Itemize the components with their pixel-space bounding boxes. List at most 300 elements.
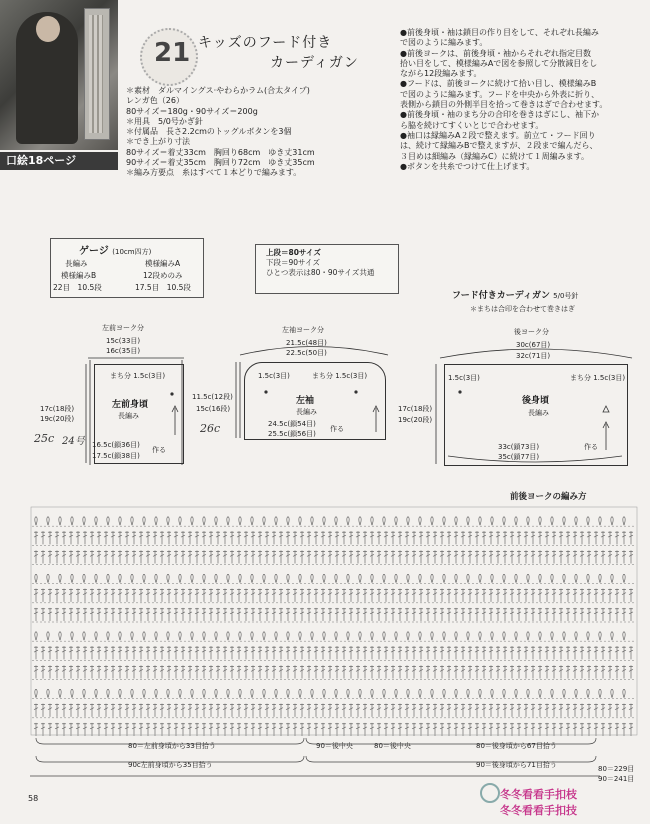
double-crochet-symbol	[412, 531, 416, 544]
double-crochet-symbol	[153, 589, 157, 602]
materials-line: ＊素材 ダルマイングス·やわらかラム(合太タイプ)	[126, 86, 310, 95]
double-crochet-symbol	[377, 646, 381, 659]
pattern-number: 21	[154, 38, 191, 68]
back-arrow	[603, 422, 609, 450]
double-crochet-symbol	[629, 531, 633, 544]
double-crochet-symbol	[587, 531, 591, 544]
petal-stitch-symbol	[383, 574, 385, 582]
double-crochet-symbol	[174, 704, 178, 717]
double-crochet-symbol	[391, 531, 395, 544]
double-crochet-symbol	[230, 589, 234, 602]
double-crochet-symbol	[328, 704, 332, 717]
double-crochet-symbol	[531, 550, 535, 563]
double-crochet-symbol	[69, 550, 73, 563]
double-crochet-symbol	[132, 608, 136, 621]
petal-stitch-symbol	[455, 689, 457, 697]
petal-stitch-symbol	[131, 632, 133, 640]
gauge-box	[50, 238, 204, 298]
double-crochet-symbol	[62, 704, 66, 717]
double-crochet-symbol	[342, 665, 346, 678]
petal-stitch-symbol	[47, 632, 49, 640]
yoke-stitch-symbols	[30, 506, 638, 736]
petal-stitch-symbol	[263, 689, 265, 697]
petal-stitch-symbol	[479, 689, 481, 697]
double-crochet-symbol	[517, 589, 521, 602]
double-crochet-symbol	[237, 665, 241, 678]
double-crochet-symbol	[202, 589, 206, 602]
double-crochet-symbol	[328, 531, 332, 544]
double-crochet-symbol	[300, 550, 304, 563]
double-crochet-symbol	[237, 531, 241, 544]
petal-stitch-symbol	[287, 574, 289, 582]
petal-stitch-symbol	[599, 689, 601, 697]
double-crochet-symbol	[552, 608, 556, 621]
double-crochet-symbol	[202, 608, 206, 621]
double-crochet-symbol	[244, 608, 248, 621]
double-crochet-symbol	[559, 608, 563, 621]
double-crochet-symbol	[279, 589, 283, 602]
petal-stitch-symbol	[143, 689, 145, 697]
petal-stitch-symbol	[47, 689, 49, 697]
petal-stitch-symbol	[503, 689, 505, 697]
petal-stitch-symbol	[71, 632, 73, 640]
materials-list	[126, 86, 371, 179]
double-crochet-symbol	[363, 665, 367, 678]
double-crochet-symbol	[538, 665, 542, 678]
double-crochet-symbol	[314, 589, 318, 602]
gauge-row2-left: 22目 10.5段	[53, 283, 102, 292]
double-crochet-symbol	[601, 704, 605, 717]
double-crochet-symbol	[160, 704, 164, 717]
left-front-stitch: 長編み	[118, 412, 139, 420]
double-crochet-symbol	[489, 550, 493, 563]
double-crochet-symbol	[265, 531, 269, 544]
double-crochet-symbol	[118, 550, 122, 563]
double-crochet-symbol	[426, 589, 430, 602]
double-crochet-symbol	[482, 608, 486, 621]
double-crochet-symbol	[573, 589, 577, 602]
petal-stitch-symbol	[527, 632, 529, 640]
left-sleeve-width-90: 25.5c(鎖56目)	[268, 430, 316, 438]
left-sleeve-top-90: 22.5c(50目)	[286, 349, 327, 357]
petal-stitch-symbol	[287, 689, 289, 697]
materials-line: 80サイズ＝着丈33cm 胸回り68cm ゆき丈31cm	[126, 147, 315, 157]
double-crochet-symbol	[265, 704, 269, 717]
double-crochet-symbol	[496, 531, 500, 544]
double-crochet-symbol	[398, 589, 402, 602]
double-crochet-symbol	[90, 646, 94, 659]
pattern-title-line1: キッズのフード付き	[198, 35, 333, 51]
double-crochet-symbol	[524, 665, 528, 678]
double-crochet-symbol	[594, 550, 598, 563]
petal-stitch-symbol	[95, 632, 97, 640]
double-crochet-symbol	[573, 531, 577, 544]
double-crochet-symbol	[118, 531, 122, 544]
double-crochet-symbol	[188, 646, 192, 659]
double-crochet-symbol	[370, 550, 374, 563]
left-front-height-90: 19c(20段)	[40, 415, 75, 423]
double-crochet-symbol	[209, 608, 213, 621]
petal-stitch-symbol	[383, 632, 385, 640]
double-crochet-symbol	[97, 646, 101, 659]
petal-stitch-symbol	[59, 632, 61, 640]
double-crochet-symbol	[307, 704, 311, 717]
double-crochet-symbol	[545, 608, 549, 621]
petal-stitch-symbol	[107, 689, 109, 697]
petal-stitch-symbol	[347, 689, 349, 697]
left-front-guide	[88, 358, 184, 465]
petal-stitch-symbol	[419, 632, 421, 640]
petal-stitch-symbol	[239, 689, 241, 697]
petal-stitch-symbol	[551, 574, 553, 582]
double-crochet-symbol	[370, 608, 374, 621]
yoke-crochet-chart	[30, 506, 638, 736]
double-crochet-symbol	[538, 646, 542, 659]
double-crochet-symbol	[202, 531, 206, 544]
petal-stitch-symbol	[491, 574, 493, 582]
left-front-height-80: 17c(18段)	[40, 405, 75, 413]
double-crochet-symbol	[349, 550, 353, 563]
double-crochet-symbol	[531, 589, 535, 602]
child-face	[36, 16, 60, 42]
double-crochet-symbol	[146, 589, 150, 602]
double-crochet-symbol	[405, 665, 409, 678]
double-crochet-symbol	[41, 531, 45, 544]
double-crochet-symbol	[475, 589, 479, 602]
double-crochet-symbol	[573, 665, 577, 678]
instruction-line: ら脇を続けてすくいとじで合わせます。	[400, 120, 544, 130]
double-crochet-symbol	[90, 665, 94, 678]
double-crochet-symbol	[111, 704, 115, 717]
petal-stitch-symbol	[527, 689, 529, 697]
petal-stitch-symbol	[131, 574, 133, 582]
door-background	[84, 8, 110, 140]
handwritten-note: 26c	[200, 422, 221, 435]
double-crochet-symbol	[447, 589, 451, 602]
materials-line: 90サイズ＝着丈35cm 胸回り72cm ゆき丈35cm	[126, 158, 315, 168]
double-crochet-symbol	[153, 608, 157, 621]
diagram-note: ＊まちは合印を合わせて巻きはぎ	[470, 305, 575, 313]
double-crochet-symbol	[118, 704, 122, 717]
double-crochet-symbol	[580, 665, 584, 678]
petal-stitch-symbol	[107, 632, 109, 640]
double-crochet-symbol	[97, 608, 101, 621]
double-crochet-symbol	[545, 665, 549, 678]
double-crochet-symbol	[356, 550, 360, 563]
petal-stitch-symbol	[611, 574, 613, 582]
double-crochet-symbol	[216, 531, 220, 544]
petal-stitch-symbol	[563, 689, 565, 697]
double-crochet-symbol	[83, 704, 87, 717]
petal-stitch-symbol	[563, 574, 565, 582]
double-crochet-symbol	[321, 608, 325, 621]
left-sleeve-yoke-label: 左袖ヨーク分	[282, 326, 324, 334]
double-crochet-symbol	[195, 646, 199, 659]
double-crochet-symbol	[503, 704, 507, 717]
double-crochet-symbol	[349, 646, 353, 659]
petal-stitch-symbol	[515, 632, 517, 640]
double-crochet-symbol	[517, 665, 521, 678]
petal-stitch-symbol	[263, 632, 265, 640]
double-crochet-symbol	[125, 550, 129, 563]
double-crochet-symbol	[412, 589, 416, 602]
size-legend-line: 上段＝80サイズ	[266, 248, 321, 257]
double-crochet-symbol	[188, 531, 192, 544]
double-crochet-symbol	[433, 704, 437, 717]
double-crochet-symbol	[90, 704, 94, 717]
petal-stitch-symbol	[371, 517, 373, 525]
petal-stitch-symbol	[263, 517, 265, 525]
size-legend-box	[255, 244, 399, 294]
petal-stitch-symbol	[71, 689, 73, 697]
petal-stitch-symbol	[623, 632, 625, 640]
double-crochet-symbol	[244, 665, 248, 678]
double-crochet-symbol	[587, 608, 591, 621]
petal-stitch-symbol	[155, 632, 157, 640]
petal-stitch-symbol	[419, 517, 421, 525]
double-crochet-symbol	[34, 646, 38, 659]
petal-stitch-symbol	[419, 689, 421, 697]
double-crochet-symbol	[188, 589, 192, 602]
double-crochet-symbol	[307, 646, 311, 659]
double-crochet-symbol	[48, 646, 52, 659]
double-crochet-symbol	[594, 589, 598, 602]
double-crochet-symbol	[111, 531, 115, 544]
double-crochet-symbol	[454, 550, 458, 563]
double-crochet-symbol	[475, 531, 479, 544]
gauge-row2-right: 17.5目 10.5段	[135, 283, 191, 292]
double-crochet-symbol	[111, 646, 115, 659]
double-crochet-symbol	[363, 608, 367, 621]
double-crochet-symbol	[426, 531, 430, 544]
double-crochet-symbol	[419, 646, 423, 659]
petal-stitch-symbol	[95, 517, 97, 525]
double-crochet-symbol	[286, 589, 290, 602]
double-crochet-symbol	[482, 704, 486, 717]
petal-stitch-symbol	[203, 517, 205, 525]
left-front-width-90: 17.5c(鎖38目)	[92, 452, 140, 460]
petal-stitch-symbol	[359, 632, 361, 640]
double-crochet-symbol	[69, 608, 73, 621]
double-crochet-symbol	[83, 550, 87, 563]
double-crochet-symbol	[104, 589, 108, 602]
petal-stitch-symbol	[467, 574, 469, 582]
double-crochet-symbol	[545, 531, 549, 544]
petal-stitch-symbol	[179, 517, 181, 525]
double-crochet-symbol	[608, 531, 612, 544]
petal-stitch-symbol	[407, 689, 409, 697]
double-crochet-symbol	[321, 531, 325, 544]
double-crochet-symbol	[531, 531, 535, 544]
petal-stitch-symbol	[311, 689, 313, 697]
double-crochet-symbol	[195, 589, 199, 602]
double-crochet-symbol	[83, 589, 87, 602]
petal-stitch-symbol	[539, 689, 541, 697]
double-crochet-symbol	[265, 665, 269, 678]
double-crochet-symbol	[55, 704, 59, 717]
double-crochet-symbol	[181, 550, 185, 563]
double-crochet-symbol	[482, 531, 486, 544]
double-crochet-symbol	[594, 531, 598, 544]
double-crochet-symbol	[188, 665, 192, 678]
double-crochet-symbol	[433, 531, 437, 544]
double-crochet-symbol	[76, 589, 80, 602]
petal-stitch-symbol	[203, 574, 205, 582]
double-crochet-symbol	[573, 646, 577, 659]
double-crochet-symbol	[104, 608, 108, 621]
double-crochet-symbol	[398, 665, 402, 678]
double-crochet-symbol	[55, 550, 59, 563]
double-crochet-symbol	[384, 608, 388, 621]
double-crochet-symbol	[181, 589, 185, 602]
double-crochet-symbol	[342, 550, 346, 563]
petal-stitch-symbol	[227, 574, 229, 582]
left-sleeve-stitch: 長編み	[296, 408, 317, 416]
double-crochet-symbol	[195, 704, 199, 717]
double-crochet-symbol	[482, 665, 486, 678]
double-crochet-symbol	[321, 550, 325, 563]
double-crochet-symbol	[188, 550, 192, 563]
double-crochet-symbol	[615, 646, 619, 659]
double-crochet-symbol	[489, 665, 493, 678]
double-crochet-symbol	[335, 531, 339, 544]
petal-stitch-symbol	[83, 517, 85, 525]
double-crochet-symbol	[97, 550, 101, 563]
petal-stitch-symbol	[167, 517, 169, 525]
back-height-90: 19c(20段)	[398, 416, 433, 424]
double-crochet-symbol	[195, 665, 199, 678]
double-crochet-symbol	[580, 704, 584, 717]
double-crochet-symbol	[146, 550, 150, 563]
double-crochet-symbol	[587, 589, 591, 602]
double-crochet-symbol	[545, 704, 549, 717]
petal-stitch-symbol	[335, 517, 337, 525]
petal-stitch-symbol	[287, 517, 289, 525]
double-crochet-symbol	[48, 550, 52, 563]
double-crochet-symbol	[209, 704, 213, 717]
double-crochet-symbol	[391, 704, 395, 717]
petal-stitch-symbol	[143, 632, 145, 640]
handwritten-note: 24号	[62, 436, 85, 447]
double-crochet-symbol	[356, 646, 360, 659]
double-crochet-symbol	[566, 704, 570, 717]
double-crochet-symbol	[468, 646, 472, 659]
double-crochet-symbol	[307, 589, 311, 602]
petal-stitch-symbol	[563, 517, 565, 525]
double-crochet-symbol	[139, 531, 143, 544]
double-crochet-symbol	[146, 665, 150, 678]
materials-line: ＊でき上がり寸法	[126, 137, 190, 147]
double-crochet-symbol	[202, 646, 206, 659]
double-crochet-symbol	[587, 665, 591, 678]
double-crochet-symbol	[132, 665, 136, 678]
double-crochet-symbol	[321, 704, 325, 717]
pattern-number-badge	[140, 28, 198, 86]
double-crochet-symbol	[146, 608, 150, 621]
double-crochet-symbol	[174, 608, 178, 621]
left-front-width-80: 16.5c(鎖36目)	[92, 441, 140, 449]
double-crochet-symbol	[454, 646, 458, 659]
double-crochet-symbol	[195, 550, 199, 563]
double-crochet-symbol	[90, 608, 94, 621]
double-crochet-symbol	[62, 646, 66, 659]
back-stitch: 長編み	[528, 409, 549, 417]
petal-stitch-symbol	[539, 517, 541, 525]
double-crochet-symbol	[552, 531, 556, 544]
petal-stitch-symbol	[59, 517, 61, 525]
petal-stitch-symbol	[539, 632, 541, 640]
double-crochet-symbol	[468, 665, 472, 678]
petal-stitch-symbol	[107, 517, 109, 525]
double-crochet-symbol	[608, 665, 612, 678]
double-crochet-symbol	[454, 608, 458, 621]
double-crochet-symbol	[440, 550, 444, 563]
double-crochet-symbol	[559, 531, 563, 544]
double-crochet-symbol	[398, 550, 402, 563]
double-crochet-symbol	[363, 704, 367, 717]
petal-stitch-symbol	[155, 689, 157, 697]
double-crochet-symbol	[475, 550, 479, 563]
double-crochet-symbol	[237, 589, 241, 602]
double-crochet-symbol	[398, 646, 402, 659]
double-crochet-symbol	[125, 665, 129, 678]
double-crochet-symbol	[559, 704, 563, 717]
petal-stitch-symbol	[239, 574, 241, 582]
double-crochet-symbol	[272, 550, 276, 563]
double-crochet-symbol	[342, 646, 346, 659]
marker-dot	[170, 392, 173, 395]
double-crochet-symbol	[314, 665, 318, 678]
double-crochet-symbol	[342, 608, 346, 621]
petal-stitch-symbol	[299, 517, 301, 525]
double-crochet-symbol	[475, 704, 479, 717]
marker-triangle	[603, 406, 609, 412]
page-number: 58	[28, 794, 39, 803]
double-crochet-symbol	[111, 608, 115, 621]
double-crochet-symbol	[76, 646, 80, 659]
double-crochet-symbol	[195, 608, 199, 621]
petal-stitch-symbol	[227, 632, 229, 640]
petal-stitch-symbol	[419, 574, 421, 582]
double-crochet-symbol	[97, 704, 101, 717]
double-crochet-symbol	[510, 665, 514, 678]
double-crochet-symbol	[286, 665, 290, 678]
double-crochet-symbol	[118, 589, 122, 602]
double-crochet-symbol	[230, 704, 234, 717]
double-crochet-symbol	[615, 589, 619, 602]
double-crochet-symbol	[230, 665, 234, 678]
double-crochet-symbol	[216, 646, 220, 659]
double-crochet-symbol	[468, 608, 472, 621]
double-crochet-symbol	[174, 531, 178, 544]
petal-stitch-symbol	[551, 689, 553, 697]
double-crochet-symbol	[293, 646, 297, 659]
petal-stitch-symbol	[359, 517, 361, 525]
double-crochet-symbol	[181, 531, 185, 544]
double-crochet-symbol	[328, 550, 332, 563]
petal-stitch-symbol	[599, 632, 601, 640]
double-crochet-symbol	[433, 646, 437, 659]
double-crochet-symbol	[531, 665, 535, 678]
double-crochet-symbol	[440, 589, 444, 602]
petal-stitch-symbol	[527, 517, 529, 525]
double-crochet-symbol	[356, 531, 360, 544]
double-crochet-symbol	[559, 646, 563, 659]
instruction-line: ●前後身頃・袖は鎖目の作り目をして、それぞれ長編み	[400, 28, 599, 37]
double-crochet-symbol	[629, 589, 633, 602]
double-crochet-symbol	[265, 550, 269, 563]
petal-stitch-symbol	[299, 632, 301, 640]
